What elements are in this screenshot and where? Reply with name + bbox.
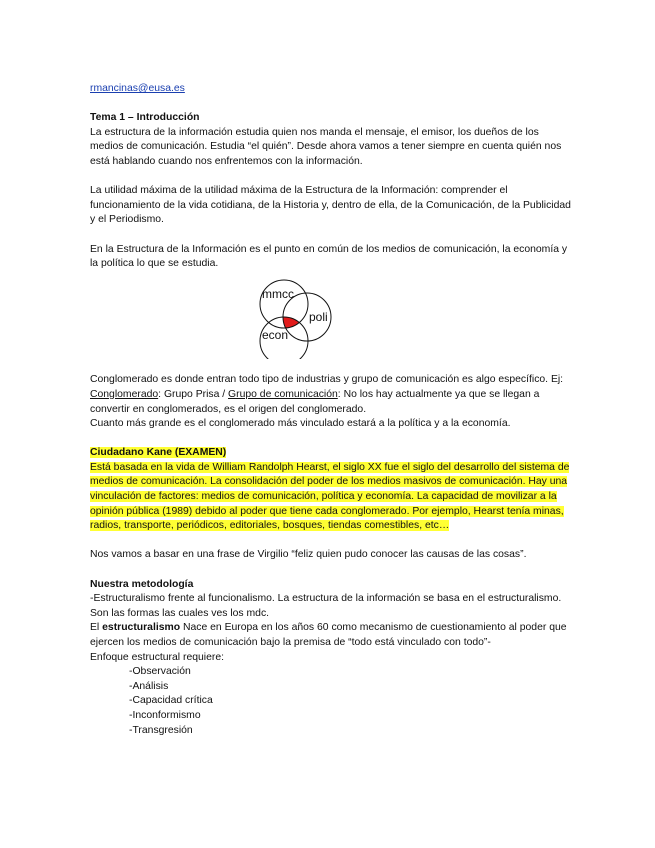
virgilio-quote: Nos vamos a basar en una frase de Virgilio “feliz quien pudo conocer las causas de las cosas”.	[90, 549, 527, 561]
email-link[interactable]: rmancinas@eusa.es	[90, 83, 185, 94]
tema-paragraph-3: En la Estructura de la Información es el punto en común de los medios de comunicación, la economía y la política lo que se estudia.	[90, 243, 568, 270]
metodologia-line-3: Enfoque estructural requiere:	[90, 651, 225, 663]
list-item: -Transgresión	[129, 724, 193, 736]
tema-paragraph-1: La estructura de la información estudia quien nos manda el mensaje, el emisor, los dueños de los medios de comunicación. Estudia “el quién”. Desde ahora vamos a tener siempre en cuenta quién nos está hablando cuando nos enfrentemos con la información.	[90, 126, 562, 167]
venn-diagram	[90, 279, 575, 359]
term-grupo-comunicacion: Grupo de comunicación	[228, 388, 338, 400]
venn-label-poli: poli	[309, 309, 328, 324]
requirements-list	[90, 665, 575, 738]
list-item: -Capacidad crítica	[129, 695, 213, 707]
tema-paragraph-2: La utilidad máxima de la utilidad máxima de la Estructura de la Información: comprender el funcionamiento de la vida cotidiana, de la Historia y, dentro de ella, de la Comunicación, de la Publicidad y el Periodismo.	[90, 185, 571, 226]
term-conglomerado: Conglomerado	[90, 388, 159, 400]
venn-label-econ: econ	[262, 327, 289, 342]
list-item: -Inconformismo	[129, 709, 201, 721]
document-page	[90, 82, 575, 738]
conglomerado-line-2: Cuanto más grande es el conglomerado más vinculado estará a la política y a la economía.	[90, 418, 511, 430]
venn-label-mmcc: mmcc	[262, 286, 294, 301]
venn-svg	[254, 279, 340, 359]
tema-title: Tema 1 – Introducción	[90, 112, 200, 124]
metodologia-title: Nuestra metodología	[90, 578, 194, 590]
term-estructuralismo: estructuralismo	[102, 622, 181, 634]
metodologia-line-2: El estructuralismo Nace en Europa en los años 60 como mecanismo de cuestionamiento al poder que ejercen los medios de comunicación bajo la premisa de “todo está vinculado con todo”-	[90, 622, 567, 648]
metodologia-line-1: -Estructuralismo frente al funcionalismo. La estructura de la información se basa en el estructuralismo. Son las formas las cuales ves los mdc.	[90, 593, 562, 619]
kane-body: Está basada en la vida de William Randolph Hearst, el siglo XX fue el siglo del desarrollo del sistema de medios de comunicación. La consolidación del poder de los medios masivos de comunicación. Hay una vinculación de factores: medios de comunicación, política y economía. La capacidad de movilizar a la opinión pública (1989) debido al poder que tiene cada conglomerado. Por ejemplo, Hearst tenía minas, radios, transporte, periódicos, editoriales, bosques, tiendas comestibles, etc…	[90, 461, 570, 532]
list-item: -Observación	[129, 666, 191, 678]
kane-title: Ciudadano Kane (EXAMEN)	[90, 447, 227, 459]
list-item: -Análisis	[129, 680, 169, 692]
conglomerado-paragraph: Conglomerado es donde entran todo tipo de industrias y grupo de comunicación es algo específico. Ej: Conglomerado: Grupo Prisa / Grupo de comunicación: No los hay actualmente ya que se llegan a convertir en conglomerados, es el origen del conglomerado.	[90, 374, 564, 415]
